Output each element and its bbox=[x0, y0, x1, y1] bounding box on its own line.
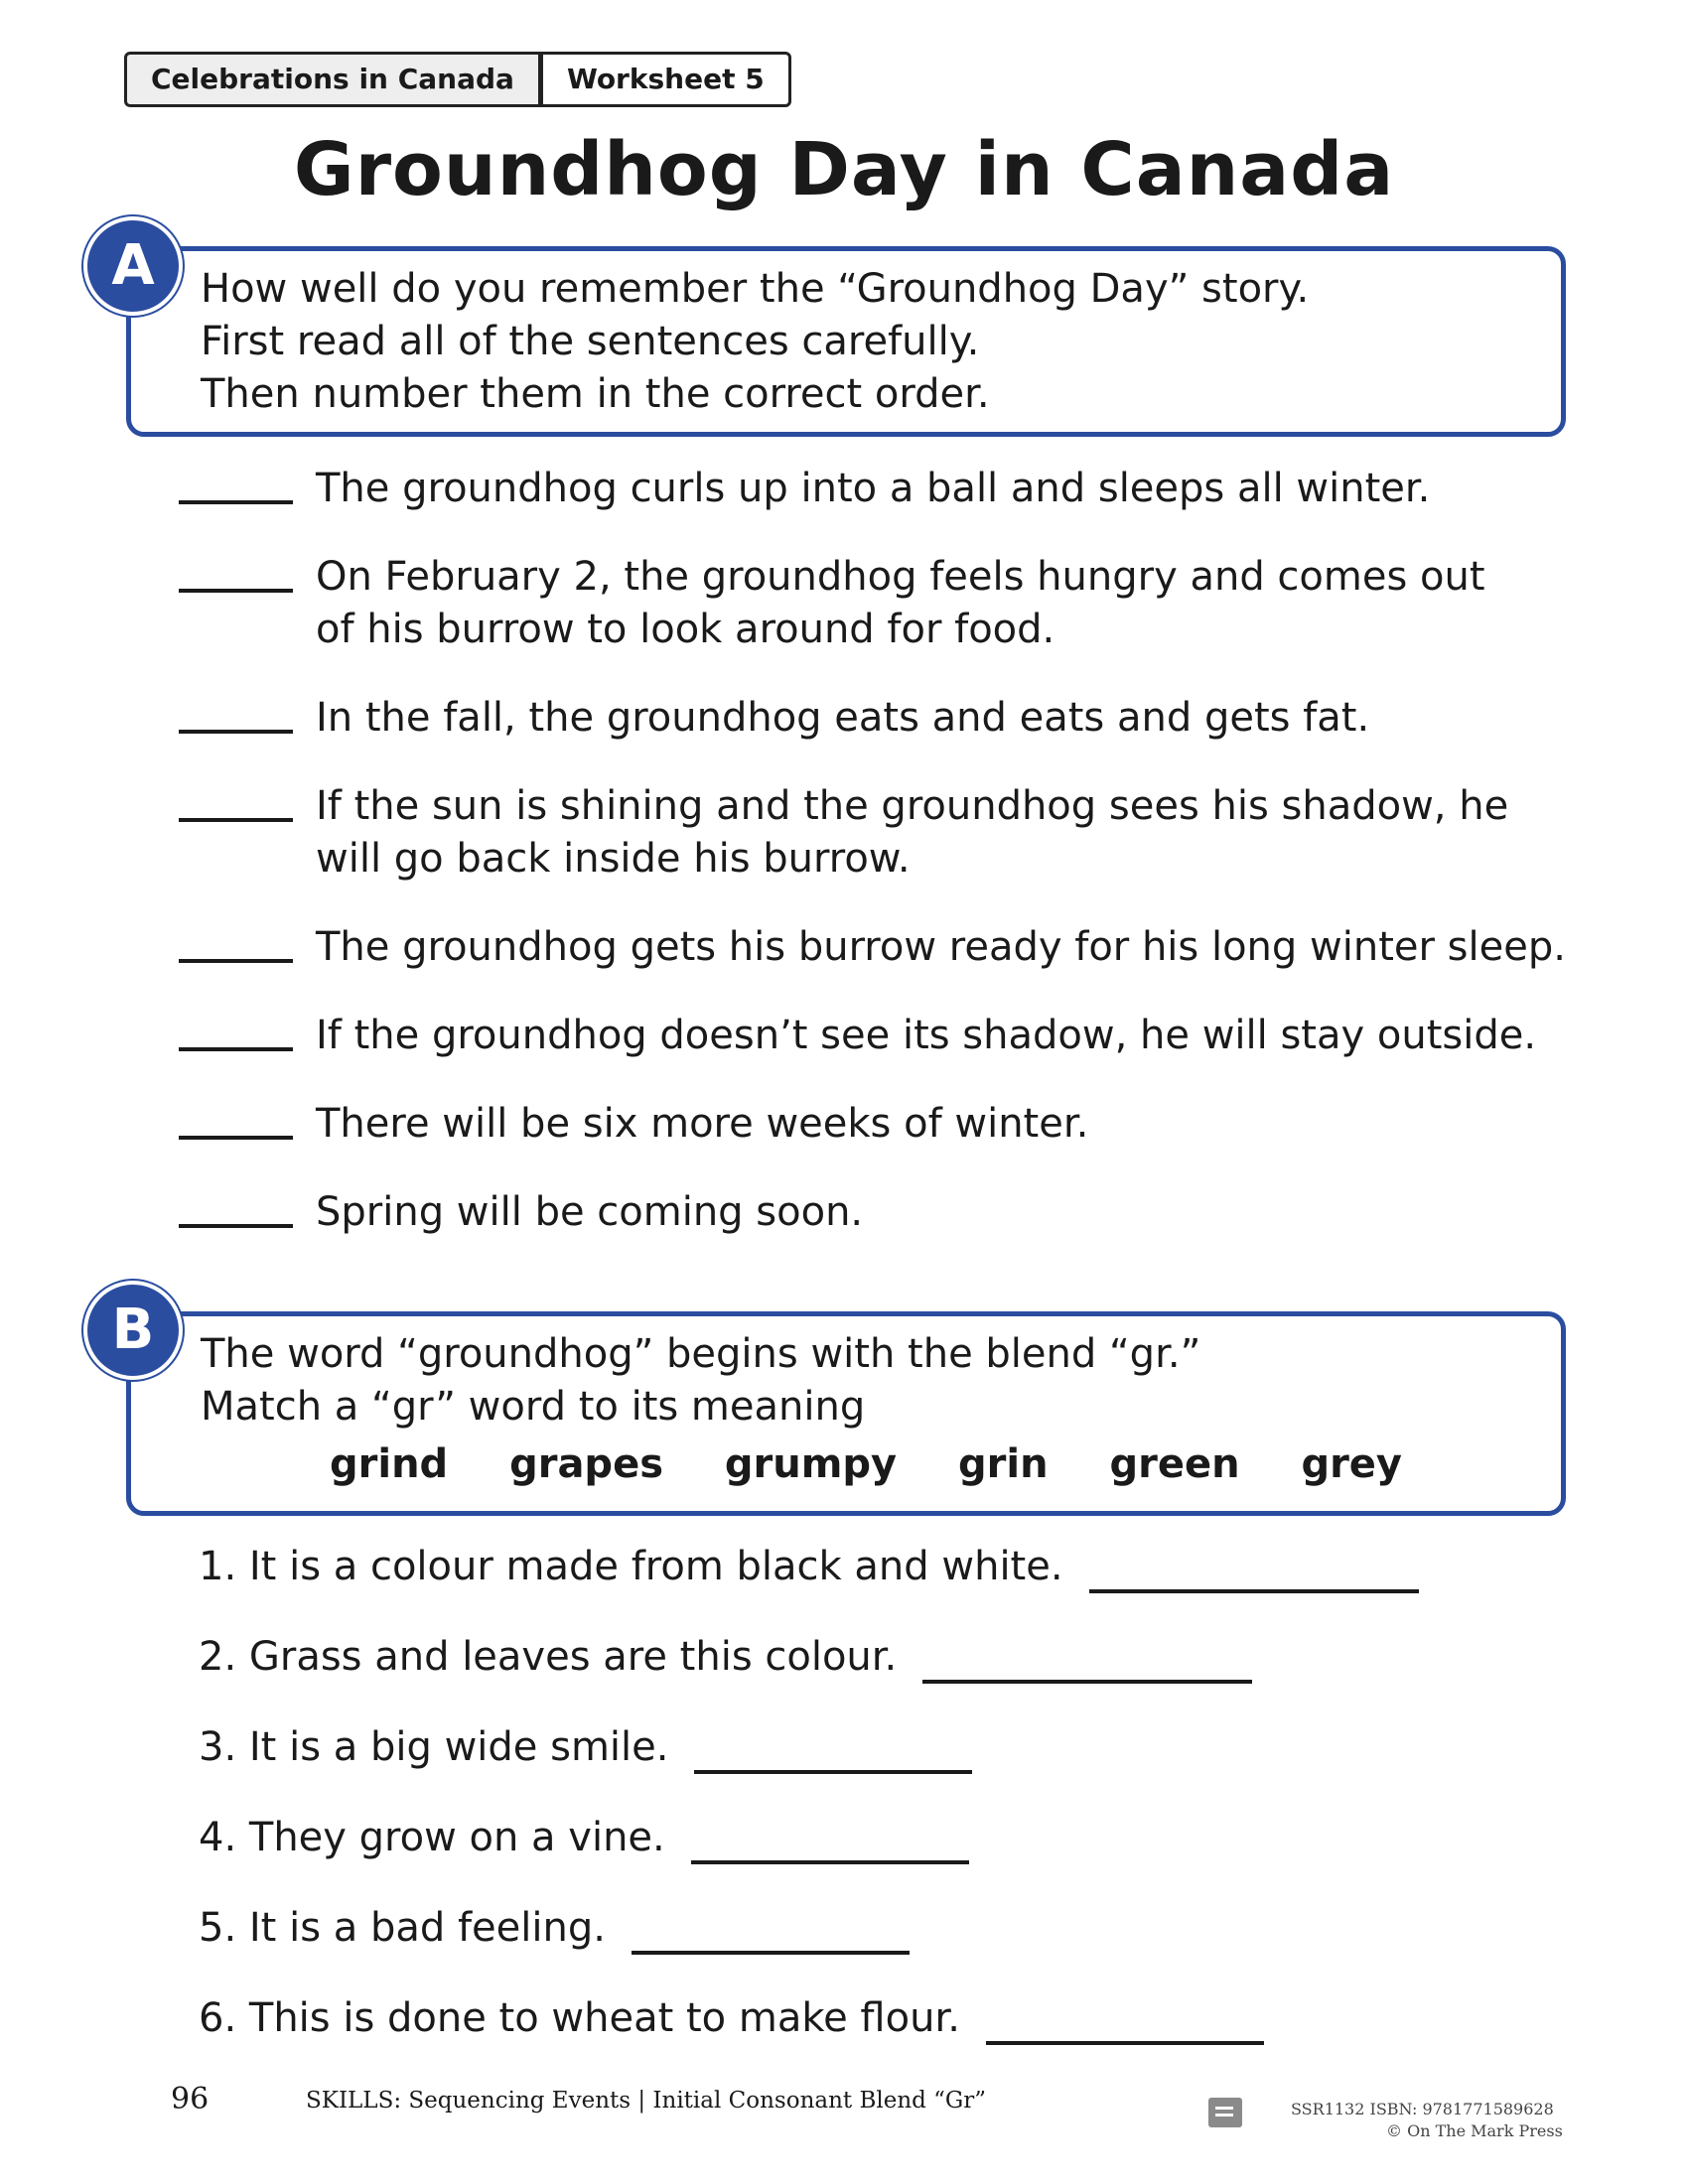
sequence-item bbox=[179, 1010, 1589, 1062]
skills-text: SKILLS: Sequencing Events | Initial Consonant Blend “Gr” bbox=[306, 2088, 987, 2114]
word-bank-word: grumpy bbox=[724, 1441, 898, 1487]
sequence-item bbox=[179, 551, 1589, 656]
page-title: Groundhog Day in Canada bbox=[293, 127, 1395, 212]
header-tabs bbox=[124, 52, 791, 107]
sequence-item bbox=[179, 921, 1589, 974]
sequence-item bbox=[179, 1098, 1589, 1151]
sequence-list bbox=[179, 463, 1589, 1275]
section-a-instruction-line: Then number them in the correct order. bbox=[201, 371, 990, 417]
sequence-item-text: If the sun is shining and the groundhog sees his shadow, he bbox=[316, 783, 1509, 829]
section-b-badge: B bbox=[83, 1281, 183, 1380]
word-bank-word: grind bbox=[330, 1441, 449, 1487]
question-row bbox=[199, 1721, 1589, 1774]
order-blank[interactable] bbox=[179, 730, 293, 734]
question-row bbox=[199, 1541, 1589, 1593]
question-row bbox=[199, 1992, 1589, 2045]
isbn-text: SSR1132 ISBN: 9781771589628 bbox=[1291, 2100, 1554, 2118]
sequence-item-text: The groundhog gets his burrow ready for his long winter sleep. bbox=[316, 924, 1566, 970]
series-tab: Celebrations in Canada bbox=[124, 52, 541, 107]
word-bank-word: grapes bbox=[509, 1441, 663, 1487]
section-a-instructions-box bbox=[126, 246, 1566, 437]
order-blank[interactable] bbox=[179, 589, 293, 593]
sequence-item-text: In the fall, the groundhog eats and eats and gets fat. bbox=[316, 695, 1370, 741]
order-blank[interactable] bbox=[179, 959, 293, 963]
order-blank[interactable] bbox=[179, 500, 293, 504]
question-row bbox=[199, 1902, 1589, 1955]
order-blank[interactable] bbox=[179, 1224, 293, 1228]
sequence-item-text: The groundhog curls up into a ball and sleeps all winter. bbox=[316, 466, 1431, 511]
answer-line[interactable] bbox=[1089, 1550, 1419, 1593]
copyright-text: © On The Mark Press bbox=[1386, 2121, 1563, 2140]
section-b-instruction-line: The word “groundhog” begins with the blend “gr.” bbox=[201, 1331, 1201, 1377]
question-text: 2. Grass and leaves are this colour. bbox=[199, 1634, 898, 1680]
word-bank-word: grin bbox=[958, 1441, 1049, 1487]
answer-line[interactable] bbox=[694, 1730, 972, 1774]
sequence-item bbox=[179, 1186, 1589, 1239]
order-blank[interactable] bbox=[179, 1136, 293, 1140]
question-text: 1. It is a colour made from black and white. bbox=[199, 1544, 1063, 1589]
word-bank-word: grey bbox=[1301, 1441, 1402, 1487]
question-row bbox=[199, 1631, 1589, 1684]
question-text: 5. It is a bad feeling. bbox=[199, 1905, 606, 1951]
answer-line[interactable] bbox=[632, 1911, 910, 1955]
question-text: 3. It is a big wide smile. bbox=[199, 1724, 669, 1770]
answer-line[interactable] bbox=[691, 1821, 969, 1864]
sequence-item bbox=[179, 780, 1589, 886]
section-a-instruction-line: How well do you remember the “Groundhog Day” story. bbox=[201, 266, 1310, 312]
matching-questions bbox=[199, 1541, 1589, 2083]
sequence-item-text: There will be six more weeks of winter. bbox=[316, 1101, 1089, 1147]
answer-line[interactable] bbox=[922, 1640, 1252, 1684]
answer-line[interactable] bbox=[986, 2001, 1264, 2045]
question-text: 6. This is done to wheat to make flour. bbox=[199, 1995, 960, 2041]
sequence-item-text: If the groundhog doesn’t see its shadow, he will stay outside. bbox=[316, 1013, 1537, 1058]
section-a-instruction-line: First read all of the sentences carefully. bbox=[201, 319, 980, 364]
sequence-item-text: On February 2, the groundhog feels hungry and comes out bbox=[316, 554, 1485, 600]
worksheet-tab: Worksheet 5 bbox=[540, 52, 791, 107]
order-blank[interactable] bbox=[179, 818, 293, 822]
word-bank bbox=[330, 1441, 1402, 1487]
section-b-instructions-box bbox=[126, 1311, 1566, 1516]
page-number: 96 bbox=[171, 2082, 210, 2116]
sequence-item-text: Spring will be coming soon. bbox=[316, 1189, 864, 1235]
sequence-item-text: will go back inside his burrow. bbox=[316, 836, 911, 882]
question-row bbox=[199, 1812, 1589, 1864]
word-bank-word: green bbox=[1109, 1441, 1240, 1487]
section-a-badge: A bbox=[83, 216, 183, 316]
sequence-item-text: of his burrow to look around for food. bbox=[316, 607, 1055, 652]
section-b-instruction-line: Match a “gr” word to its meaning bbox=[201, 1384, 866, 1430]
order-blank[interactable] bbox=[179, 1047, 293, 1051]
sequence-item bbox=[179, 463, 1589, 515]
sequence-item bbox=[179, 692, 1589, 745]
question-text: 4. They grow on a vine. bbox=[199, 1815, 665, 1860]
book-icon bbox=[1208, 2098, 1242, 2127]
